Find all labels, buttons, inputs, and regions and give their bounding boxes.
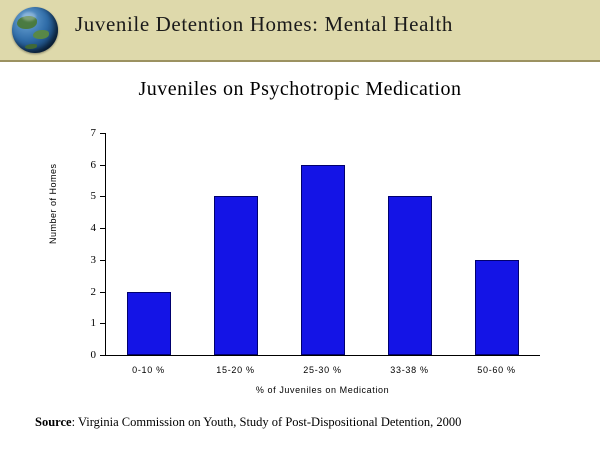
x-tick-label: 0-10 % xyxy=(132,365,165,375)
y-tick-mark xyxy=(100,260,105,261)
y-tick-mark xyxy=(100,165,105,166)
x-tick-label: 33-38 % xyxy=(390,365,429,375)
y-axis-line xyxy=(105,133,106,355)
bar xyxy=(475,260,519,355)
x-axis-line xyxy=(105,355,540,356)
source-separator: : xyxy=(71,415,78,429)
y-tick-label: 3 xyxy=(90,253,96,266)
y-tick-mark xyxy=(100,292,105,293)
source-note xyxy=(35,415,461,430)
source-label: Source xyxy=(35,415,72,429)
bar xyxy=(214,196,258,355)
y-tick-mark xyxy=(100,323,105,324)
globe-icon xyxy=(12,7,58,53)
y-tick-label: 2 xyxy=(90,285,96,298)
x-tick-label: 25-30 % xyxy=(303,365,342,375)
y-axis-title: Number of Homes xyxy=(48,163,58,244)
y-tick-label: 5 xyxy=(90,190,96,203)
y-tick-mark xyxy=(100,355,105,356)
x-tick-label: 50-60 % xyxy=(477,365,516,375)
y-tick-label: 4 xyxy=(90,222,96,235)
source-text: Virginia Commission on Youth, Study of Post-Dispositional Detention, 2000 xyxy=(77,415,462,429)
y-tick-label: 6 xyxy=(90,158,96,171)
bar xyxy=(388,196,432,355)
header-banner xyxy=(0,0,600,62)
y-tick-label: 1 xyxy=(90,317,96,330)
y-tick-mark xyxy=(100,196,105,197)
bar xyxy=(301,165,345,355)
bar xyxy=(127,292,171,355)
x-tick-label: 15-20 % xyxy=(216,365,255,375)
chart-plot-area xyxy=(90,127,540,375)
y-tick-mark xyxy=(100,228,105,229)
y-tick-label: 0 xyxy=(90,349,96,361)
y-tick-label: 7 xyxy=(90,127,96,139)
chart-title: Juveniles on Psychotropic Medication xyxy=(138,78,462,100)
page-title: Juvenile Detention Homes: Mental Health xyxy=(75,12,453,36)
x-axis-title: % of Juveniles on Medication xyxy=(255,385,390,395)
y-tick-mark xyxy=(100,133,105,134)
